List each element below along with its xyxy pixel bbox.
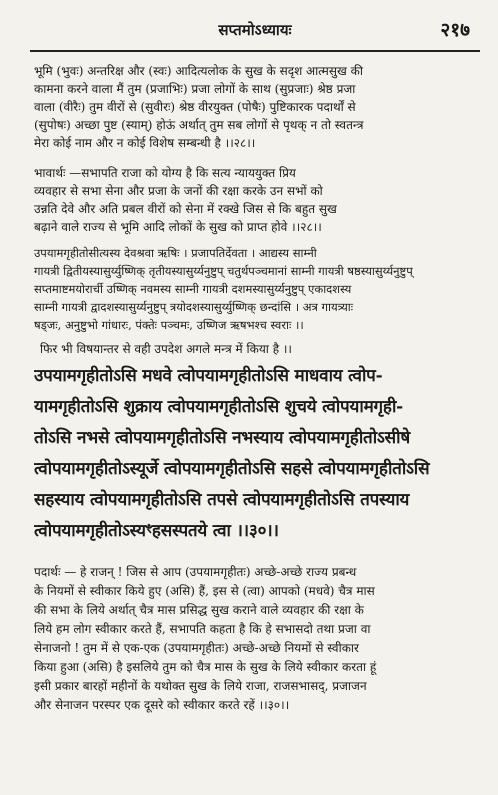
mantra-verse <box>34 361 480 547</box>
page-header <box>30 12 480 52</box>
text-line: किया हुआ (असि) है इसलिये तुम को चैत्र मास के सुख के लिये स्वीकार करता हूं <box>34 660 377 674</box>
text-line: उपयामगृहीतोसीत्यस्य देवश्रवा ऋषिः । प्रजापतिर्देवता । आद्यस्य साम्नी <box>34 246 317 260</box>
text-line: फिर भी विषयान्तर से वही उपदेश अगले मन्त्र में किया है ।। <box>40 342 292 356</box>
mantra-line: यामगृहीतोऽसि शुक्राय त्वोपयामगृहीतोऽसि शुचये त्वोपयामगृही- <box>34 397 403 417</box>
text-line: के नियमों से स्वीकार किये हुए (असि) हैं, इस से (त्वा) आपको (मधवे) चैत्र मास <box>34 584 375 598</box>
mantra-line: तोऽसि नभसे त्वोपयामगृहीतोऽसि नभस्याय त्वोपयामगृहीतोऽसीषे <box>34 428 410 448</box>
text-line: व्यवहार से सभा सेना और प्रजा के जनों की रक्षा करके उन सभों को <box>34 184 323 198</box>
text-line: उन्नति देवे और अति प्रबल वीरों को सेना में रक्खे जिस से कि बहुत सुख <box>34 202 337 216</box>
text-line: गायत्री द्वितीयस्यासुर्य्युष्णिक् तृतीयस्यासुर्य्यनुष्टुप् चतुर्थपञ्चमानां साम्नी गायत्री षष्ठस्यासुर्य्यनुष्टुप् <box>34 264 413 278</box>
mantra-line: सहस्याय त्वोपयामगृहीतोऽसि तपसे त्वोपयामगृहीतोऽसि तपस्याय <box>34 490 410 510</box>
mantra-line: उपयामगृहीतोऽसि मधवे त्वोपयामगृहीतोऽसि माधवाय त्वोप- <box>34 366 383 386</box>
intro-line <box>40 340 480 358</box>
text-line: मेरा कोई नाम और न कोई विशेष सम्बन्धी है ।।२८।। <box>34 136 256 150</box>
translation-paragraph-end <box>34 62 480 152</box>
text-line: इसी प्रकार बारहों महीनों के यथोक्त सुख के लिये राजा, राजसभासद्, प्रजाजन <box>34 679 367 693</box>
mantra-line: त्वोपयामगृहीतोऽस्यूर्जे त्वोपयामगृहीतोऽसि सहसे त्वोपयामगृहीतोऽसि <box>34 459 430 479</box>
text-line: कामना करने वाला मैं तुम (प्रजाभिः) प्रजा लोगों के साथ (सुप्रजाः) श्रेष्ठ प्रजा <box>34 82 356 96</box>
text-line: साम्नी गायत्री द्वादशस्यासुर्य्यनुष्टुप् त्रयोदशस्यासुर्य्युष्णिक् छन्दांसि । अत्र गायत्र्याः <box>34 300 354 314</box>
text-line: सप्तमाष्टमयोरार्ची उष्णिक् नवमस्य साम्नी गायत्री दशमस्यासुर्य्यनुष्टुप् एकादशस्य <box>34 282 352 296</box>
text-line: सेनाजनो ! तुम में से एक-एक (उपयामगृहीतः) अच्छे-अच्छे नियमों से स्वीकार <box>34 641 359 655</box>
text-line: बढ़ाने वाले राज्य से भूमि आदि लोकों के सुख को प्राप्त होवे ।।२८।। <box>34 220 322 234</box>
mantra-line: त्वोपयामगृहीतोऽस्यꣳहसस्पतये त्वा ।।३०।। <box>34 521 279 541</box>
text-line: लिये हम लोग स्वीकार करते हैं, सभापति कहता है कि हे सभासदो तथा प्रजा वा <box>34 622 371 636</box>
text-line: की सभा के लिये अर्थात् चैत्र मास प्रसिद्ध सुख कराने वाले व्यवहार की रक्षा के <box>34 603 364 617</box>
bhavartha-paragraph <box>34 164 480 236</box>
chapter-title: सप्तमोऽध्यायः <box>218 21 292 39</box>
text-line: (सुपोषः) अच्छा पुष्ट (स्याम्) होऊं अर्थात् तुम सब लोगों से पृथक् न तो स्वतन्त्र <box>34 118 364 132</box>
text-line: भूमि (भुवः) अन्तरिक्ष और (स्वः) आदित्यलोक के सुख के सदृश आत्मसुख की <box>34 64 363 78</box>
rishi-devata-paragraph <box>34 244 480 334</box>
text-line: और सेनाजन परस्पर एक दूसरे को स्वीकार करते रहें ।।३०।। <box>34 698 290 712</box>
padartha-paragraph <box>34 563 480 715</box>
text-line: षड्जः, अनुष्टुभो गांधारः, पंक्तेः पञ्चमः, उष्णिज ऋषभश्च स्वराः ।। <box>34 318 304 332</box>
page-number: २१७ <box>440 19 470 41</box>
text-line: वाला (वीरैः) तुम वीरों से (सुवीरः) श्रेष्ठ वीरयुक्त (पोषैः) पुष्टिकारक पदार्थों से <box>34 100 356 114</box>
text-line: भावार्थः —सभापति राजा को योग्य है कि सत्य न्याययुक्त प्रिय <box>34 166 296 180</box>
text-line: पदार्थः — हे राजन् ! जिस से आप (उपयामगृहीतः) अच्छे-अच्छे राज्य प्रबन्ध <box>34 565 357 579</box>
